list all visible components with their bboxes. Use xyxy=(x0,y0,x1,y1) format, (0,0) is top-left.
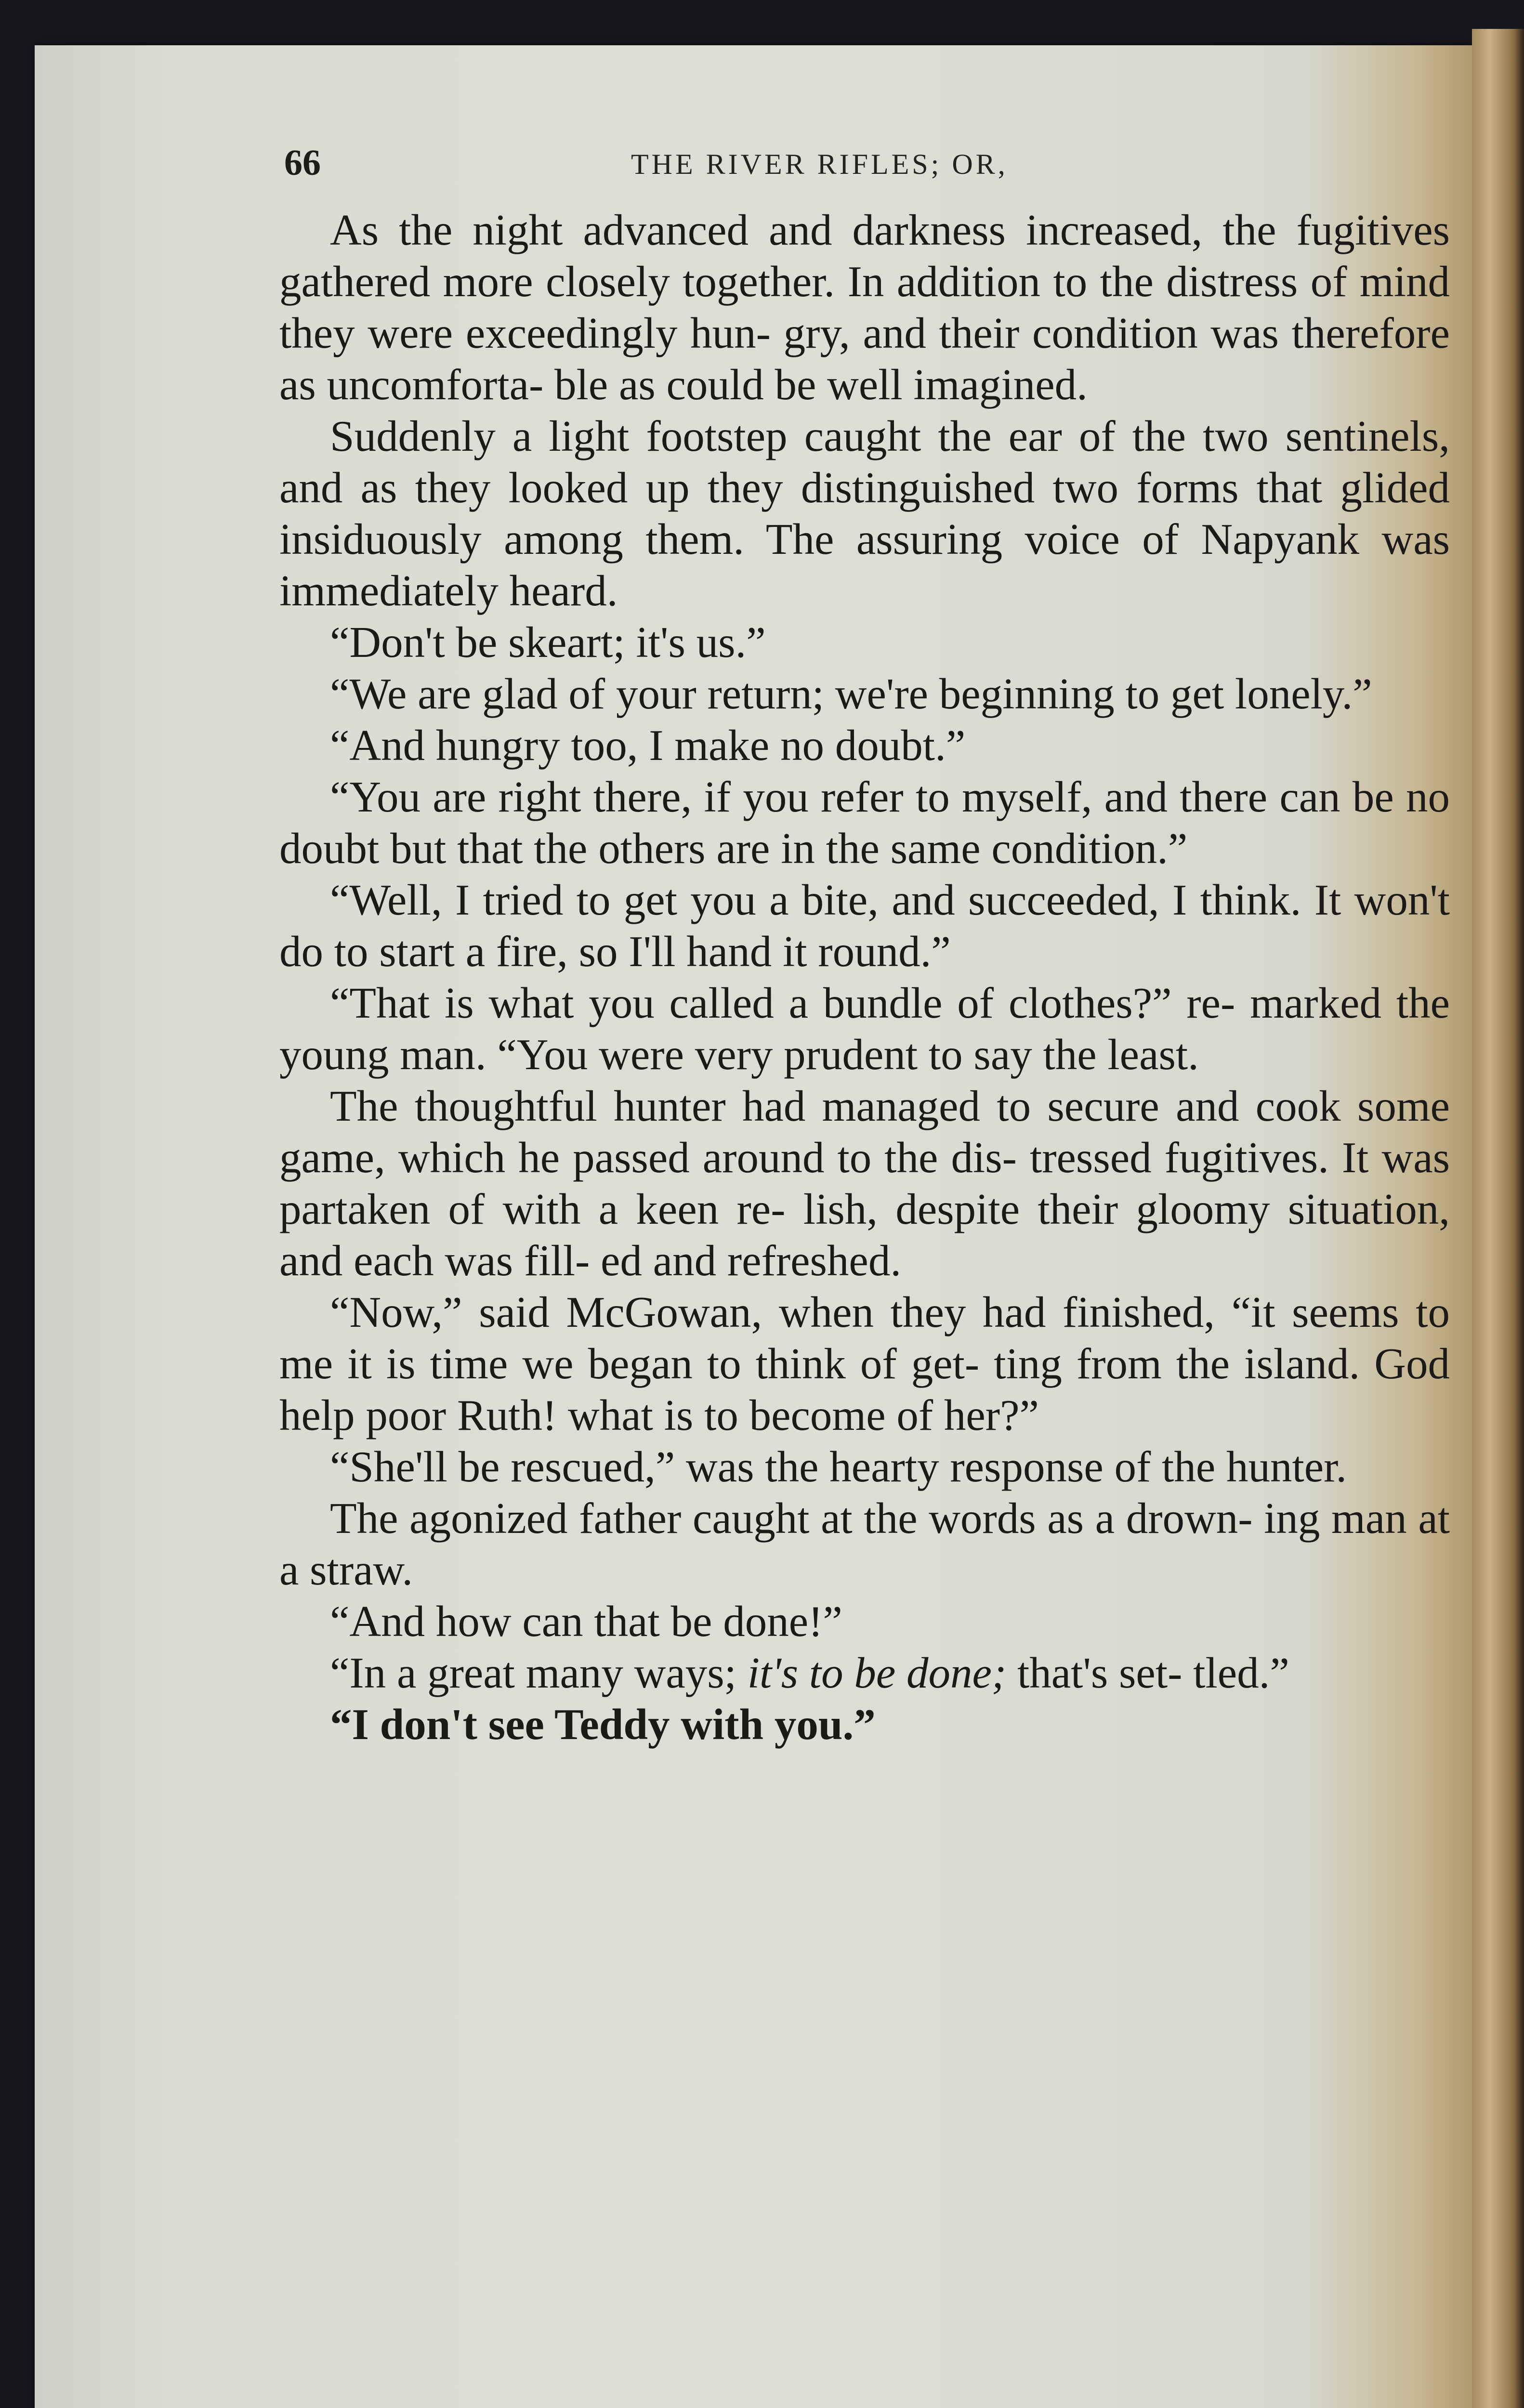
paragraph-14: “In a great many ways; it's to be done; that's set- tled.” xyxy=(330,1649,1289,1697)
paragraph-11: “She'll be rescued,” was the hearty response of the hunter. xyxy=(330,1442,1347,1491)
page-header xyxy=(284,142,1450,200)
paragraph-10: “Now,” said McGowan, when they had finished, “it seems to me it is time we began to think of get- ting from the island. God help poor Ruth! what is to become of her?” xyxy=(279,1288,1450,1440)
paragraph-2: Suddenly a light footstep caught the ear of the two sentinels, and as they looked up they distinguished two forms that glided insiduously among them. The assuring voice of Napyank was immediately heard. xyxy=(279,412,1450,615)
paragraph-9: The thoughtful hunter had managed to secure and cook some game, which he passed around to the dis- tressed fugitives. It was partaken of with a keen re- lish, despite their gloomy situation, and each was fill- ed and refreshed. xyxy=(279,1082,1450,1285)
paragraph-13: “And how can that be done!” xyxy=(330,1597,842,1646)
paragraph-8: “That is what you called a bundle of clothes?” re- marked the young man. “You were very prudent to say the least. xyxy=(279,979,1450,1079)
running-title: THE RIVER RIFLES; OR, xyxy=(631,148,1008,180)
paragraph-5: “And hungry too, I make no doubt.” xyxy=(330,721,966,770)
paragraph-7: “Well, I tried to get you a bite, and succeeded, I think. It won't do to start a fire, so I'll hand it round.” xyxy=(279,876,1450,976)
paragraph-1: As the night advanced and darkness increased, the fugitives gathered more closely together. In addition to the distress of mind they were exceedingly hun- gry, and their condition was therefore as uncomforta- ble as could be well imagined. xyxy=(279,206,1450,409)
page-number: 66 xyxy=(284,143,321,183)
italic-phrase: it's to be done; xyxy=(747,1649,1007,1697)
paragraph-4: “We are glad of your return; we're beginning to get lonely.” xyxy=(330,669,1372,718)
paragraph-12: The agonized father caught at the words as a drown- ing man at a straw. xyxy=(279,1494,1450,1594)
paragraph-15: “I don't see Teddy with you.” xyxy=(330,1700,876,1749)
paragraph-3: “Don't be skeart; it's us.” xyxy=(330,618,766,667)
paragraph-6: “You are right there, if you refer to myself, and there can be no doubt but that the others are in the same condition.” xyxy=(279,772,1450,873)
book-spine-edge xyxy=(1472,29,1524,2408)
body-text xyxy=(279,204,1450,1750)
